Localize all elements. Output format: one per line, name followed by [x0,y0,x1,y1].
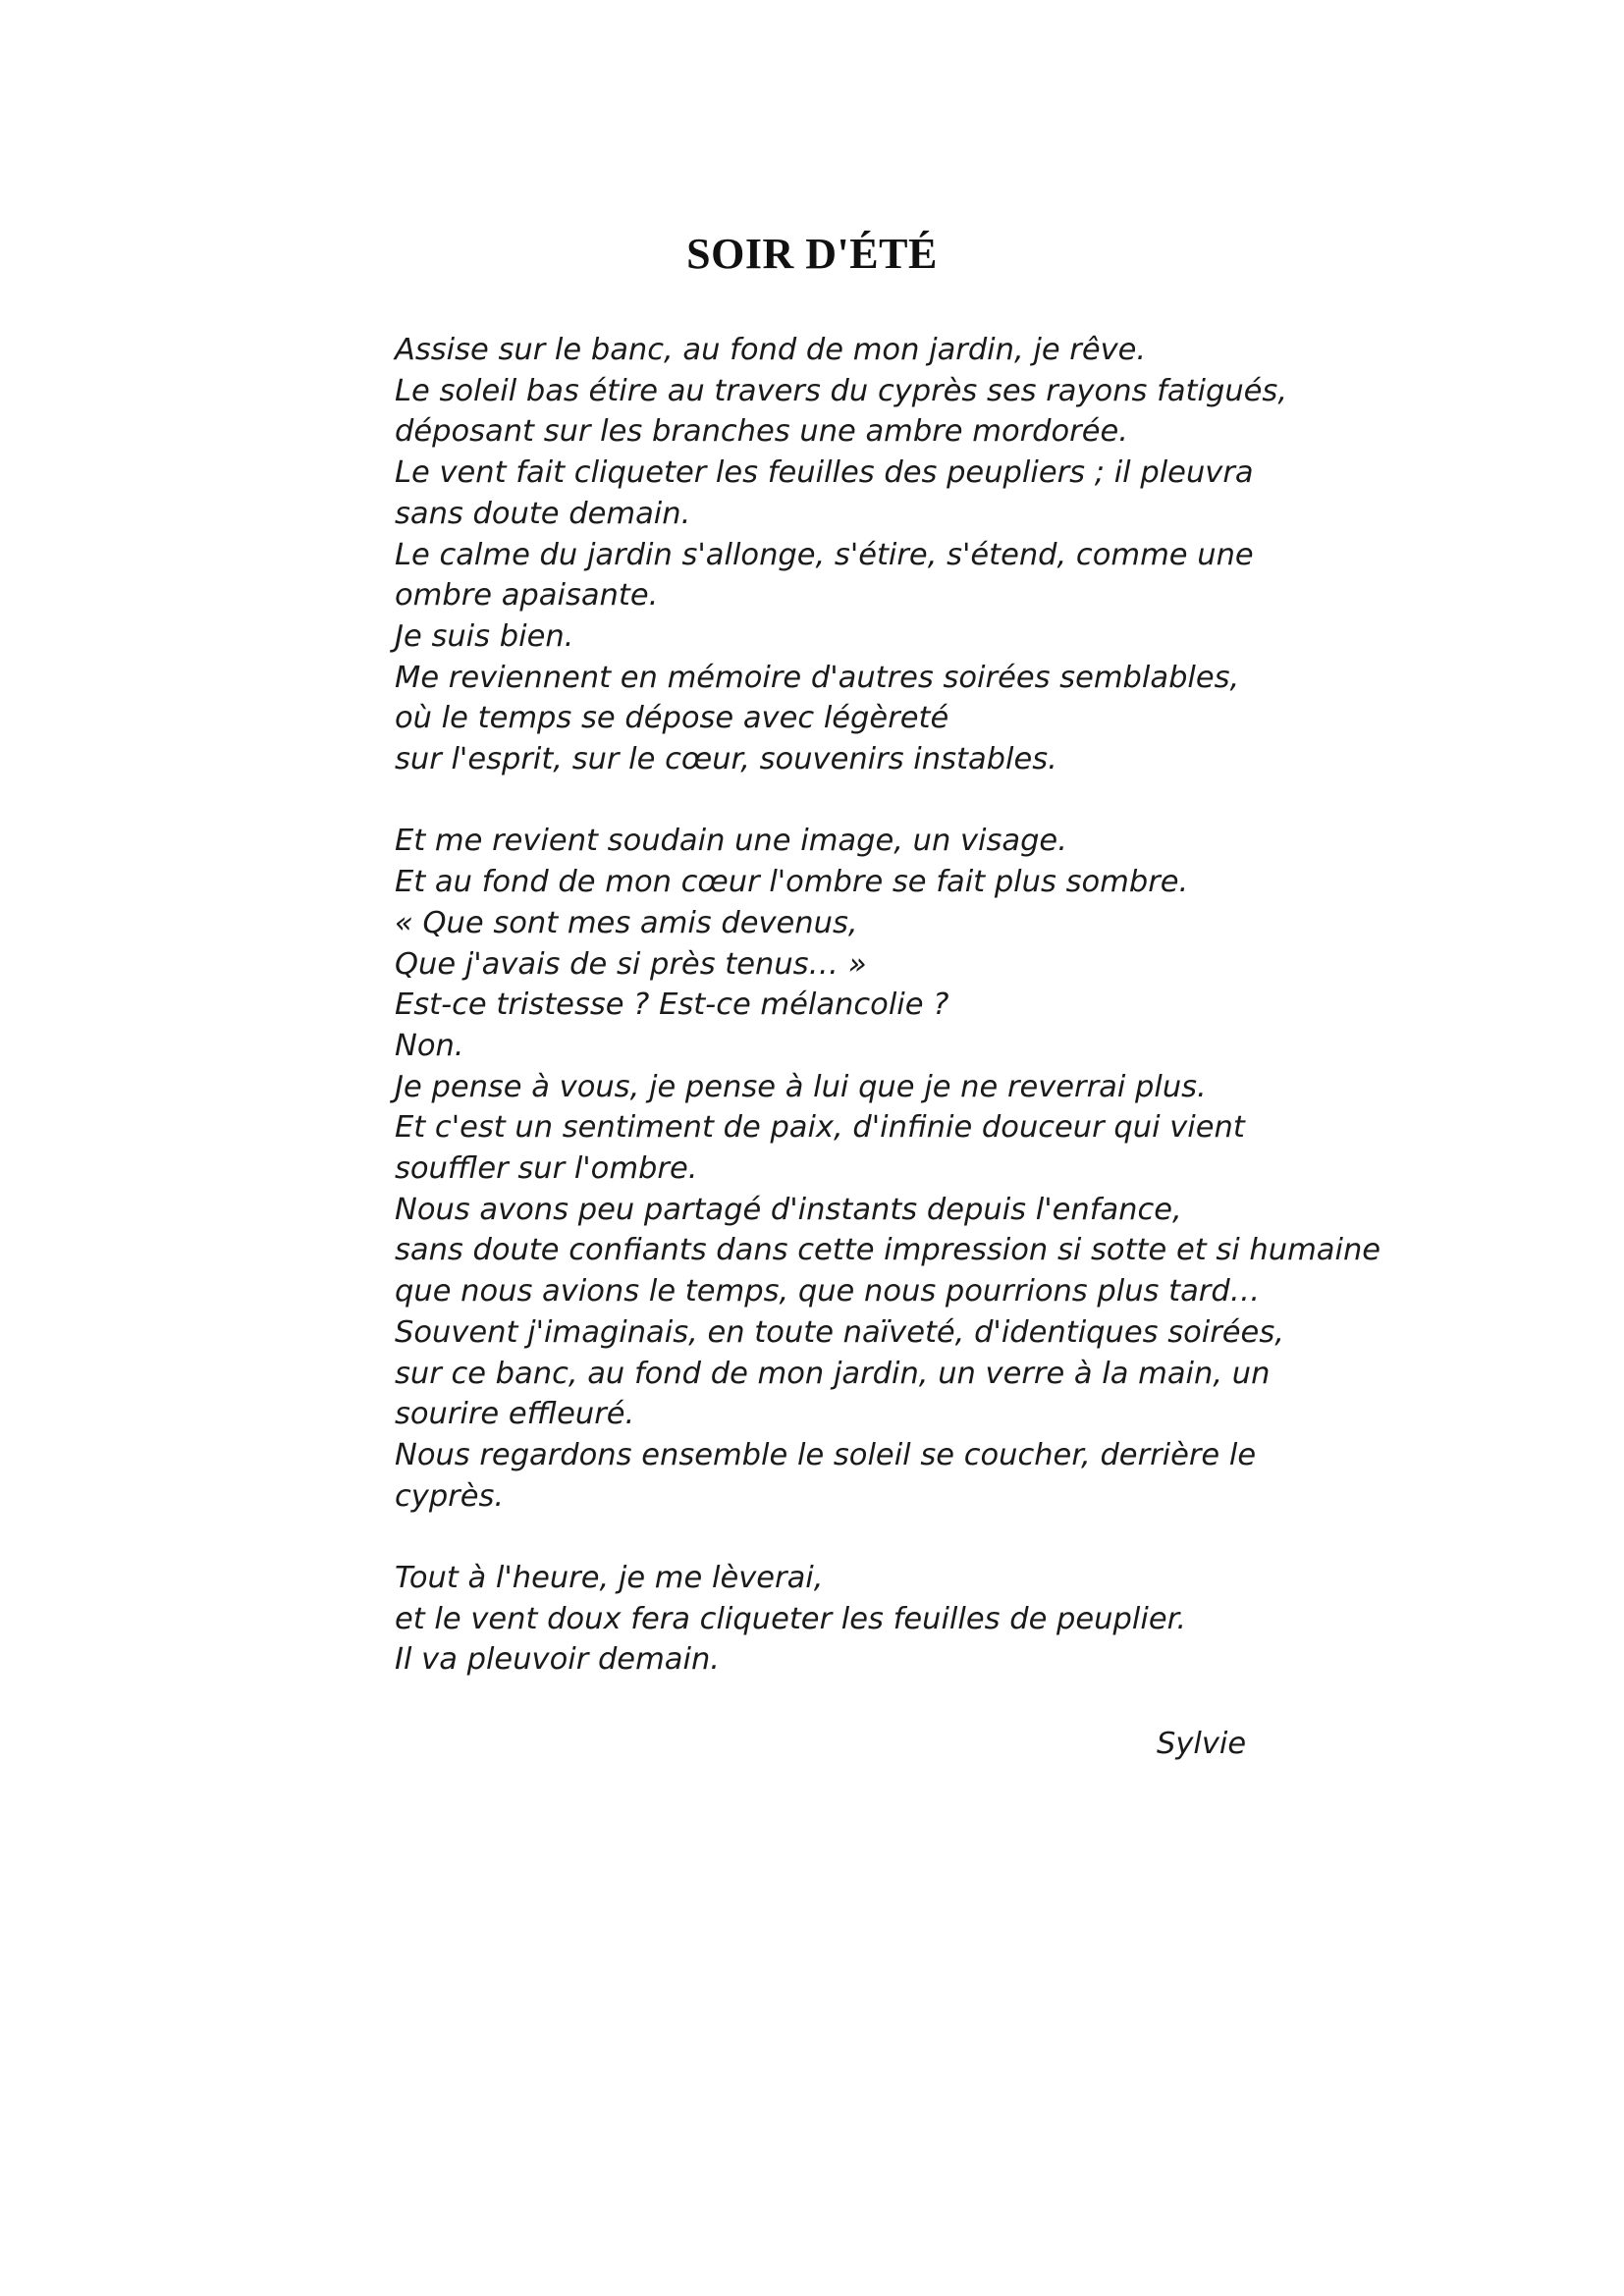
poem-line: Le soleil bas étire au travers du cyprès ses rayons fatigués, [395,373,1288,408]
stanza-2 [395,821,1381,1517]
poem-line: « Que sont mes amis devenus, [395,905,858,940]
poem-line: Le vent fait cliqueter les feuilles des peupliers ; il pleuvra [395,455,1254,491]
poem-line: Souvent j'imaginais, en toute naïveté, d'identiques soirées, [395,1314,1284,1350]
poem-line: Tout à l'heure, je me lèverai, [395,1561,824,1596]
poem-line: Nous regardons ensemble le soleil se coucher, derrière le [395,1437,1257,1472]
poem-line: sur l'esprit, sur le cœur, souvenirs instables. [395,742,1057,777]
poem-line: sur ce banc, au fond de mon jardin, un verre à la main, un [395,1356,1271,1391]
poem-line: Non. [395,1028,464,1063]
poem-line: Je suis bien. [395,618,574,654]
author-signature: Sylvie [1157,1727,1247,1761]
poem-line: Je pense à vous, je pense à lui que je ne reverrai plus. [395,1069,1207,1104]
stanza-1 [395,330,1377,780]
poem-line: sans doute demain. [395,496,691,531]
poem-line: que nous avions le temps, que nous pourrions plus tard… [395,1274,1261,1309]
poem-line: Que j'avais de si près tenus… » [395,946,867,982]
poem-line: Le calme du jardin s'allonge, s'étire, s'étend, comme une [395,537,1254,572]
poem-title: SOIR D'ÉTÉ [686,230,938,279]
poem-line: Est-ce tristesse ? Est-ce mélancolie ? [395,988,949,1023]
poem-line: Et me revient soudain une image, un visage. [395,824,1067,859]
poem-line: Il va pleuvoir demain. [395,1642,720,1678]
poem-line: déposant sur les branches une ambre mordorée. [395,414,1128,450]
poem-line: cyprès. [395,1478,505,1514]
poem-line: Assise sur le banc, au fond de mon jardin, je rêve. [395,333,1147,367]
poem-line: où le temps se dépose avec légèreté [395,701,949,736]
poem-line: souffler sur l'ombre. [395,1151,698,1187]
poem-line: Et c'est un sentiment de paix, d'infinie douceur qui vient [395,1110,1245,1146]
poem-line: ombre apaisante. [395,578,659,614]
poem-line: Nous avons peu partagé d'instants depuis l'enfance, [395,1192,1182,1227]
poem-line: Et au fond de mon cœur l'ombre se fait plus sombre. [395,865,1189,900]
poem-body [395,330,1381,1681]
poem-line: sans doute confiants dans cette impression si sotte et si humaine [395,1233,1381,1268]
stanza-3 [395,1558,1377,1681]
poem-line: Me reviennent en mémoire d'autres soirées semblables, [395,660,1240,695]
poem-line: et le vent doux fera cliqueter les feuilles de peuplier. [395,1601,1187,1636]
poem-line: sourire effleuré. [395,1397,635,1432]
